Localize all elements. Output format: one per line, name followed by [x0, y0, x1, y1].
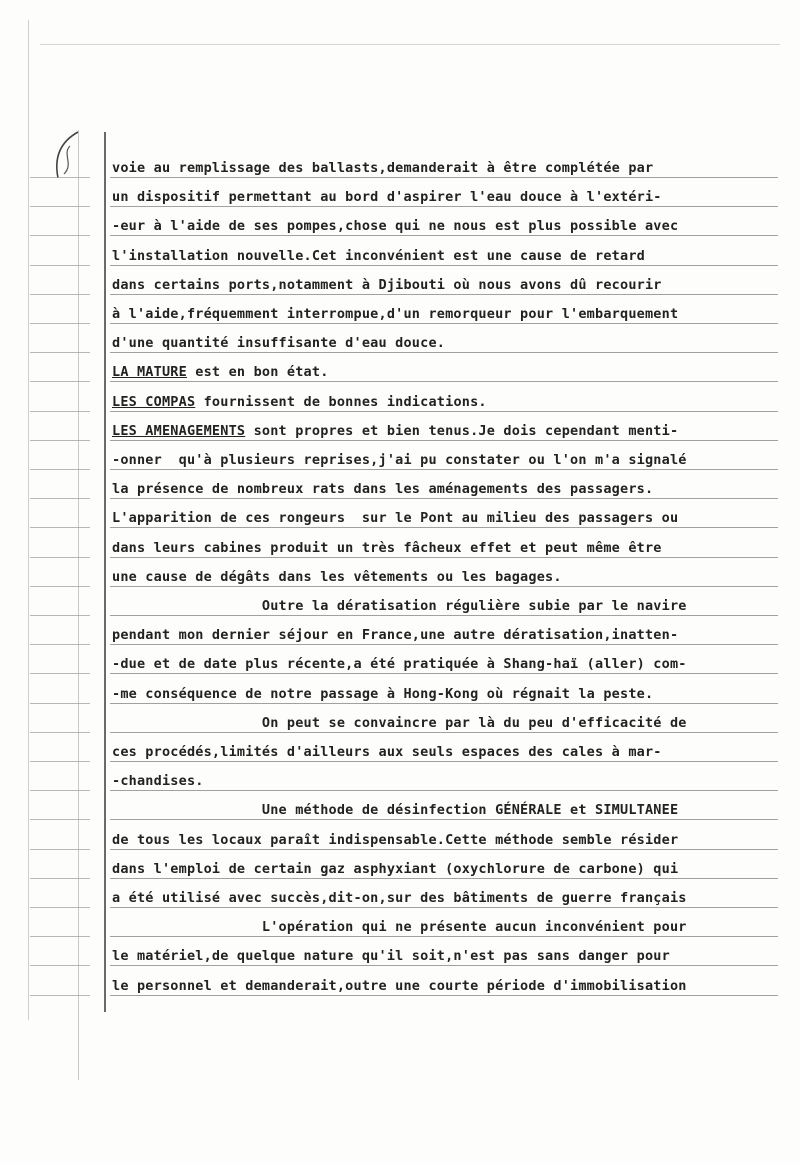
ruled-line — [110, 732, 778, 733]
ruled-line — [110, 177, 778, 178]
margin-ruled-line — [30, 177, 90, 178]
margin-ruled-line — [30, 878, 90, 879]
margin-ruled-line — [30, 469, 90, 470]
margin-ruled-line — [30, 381, 90, 382]
text-line: le personnel et demanderait,outre une courte période d'immobilisation — [112, 977, 687, 994]
page-edge-mark — [28, 20, 29, 1020]
margin-ruled-line — [30, 936, 90, 937]
margin-ruled-line — [30, 644, 90, 645]
margin-line — [104, 132, 106, 1012]
text-line: -onner qu'à plusieurs reprises,j'ai pu constater ou l'on m'a signalé — [112, 452, 687, 468]
text-line: -chandises. — [112, 773, 204, 790]
text-line: -due et de date plus récente,a été pratiquée à Shang-haï (aller) com- — [112, 656, 687, 673]
ruled-line — [110, 615, 778, 616]
text-line: L'opération qui ne présente aucun inconvénient pour — [112, 919, 687, 936]
ruled-line — [110, 819, 778, 820]
text-line: de tous les locaux paraît indispensable.Cette méthode semble résider — [112, 831, 679, 848]
ruled-line — [110, 995, 778, 996]
text-line: ces procédés,limités d'ailleurs aux seuls espaces des cales à mar- — [112, 744, 662, 760]
ruled-line — [110, 965, 778, 966]
text-line — [112, 423, 678, 439]
ruled-line — [110, 352, 778, 353]
section-text: fournissent de bonnes indications. — [195, 393, 487, 410]
ruled-line — [110, 703, 778, 704]
section-heading: LES COMPAS — [112, 393, 196, 410]
text-line: On peut se convaincre par là du peu d'efficacité de — [112, 714, 687, 731]
margin-ruled-line — [30, 557, 90, 558]
text-line: dans l'emploi de certain gaz asphyxiant (oxychlorure de carbone) qui — [112, 860, 679, 877]
section-heading: LA MATURE — [112, 364, 187, 381]
ruled-line — [110, 235, 778, 236]
text-line: d'une quantité insuffisante d'eau douce. — [112, 335, 446, 352]
text-line — [112, 394, 487, 410]
text-line: une cause de dégâts dans les vêtements ou les bagages. — [112, 568, 562, 585]
section-text: sont propres et bien tenus.Je dois cependant menti- — [245, 422, 679, 439]
ruled-line — [110, 440, 778, 441]
ruled-line — [110, 206, 778, 207]
margin-ruled-line — [30, 527, 90, 528]
margin-ruled-line — [30, 819, 90, 820]
ruled-line — [110, 586, 778, 587]
margin-ruled-line — [30, 323, 90, 324]
text-line: Une méthode de désinfection GÉNÉRALE et SIMULTANEE — [112, 802, 679, 819]
margin-ruled-line — [30, 615, 90, 616]
margin-ruled-line — [30, 440, 90, 441]
ruled-line — [110, 673, 778, 674]
margin-ruled-line — [30, 965, 90, 966]
text-line: Outre la dératisation régulière subie par le navire — [112, 598, 687, 614]
ruled-line — [110, 907, 778, 908]
text-line: L'apparition de ces rongeurs sur le Pont au milieu des passagers ou — [112, 510, 679, 527]
ruled-line — [110, 644, 778, 645]
text-line: -eur à l'aide de ses pompes,chose qui ne nous est plus possible avec — [112, 218, 679, 235]
ruled-line — [110, 761, 778, 762]
text-line: dans leurs cabines produit un très fâcheux effet et peut même être — [112, 539, 662, 556]
ruled-line — [110, 790, 778, 791]
text-line: le matériel,de quelque nature qu'il soit,n'est pas sans danger pour — [112, 948, 670, 965]
text-line: l'installation nouvelle.Cet inconvénient est une cause de retard — [112, 247, 645, 264]
ruled-line — [110, 849, 778, 850]
ruled-line — [110, 381, 778, 382]
margin-ruled-line — [30, 703, 90, 704]
ruled-line — [110, 323, 778, 324]
margin-ruled-line — [30, 673, 90, 674]
ruled-line — [110, 936, 778, 937]
text-line — [112, 364, 329, 380]
margin-ruled-line — [30, 411, 90, 412]
ruled-line — [110, 498, 778, 499]
margin-ruled-line — [30, 995, 90, 996]
margin-ruled-line — [30, 235, 90, 236]
text-line: pendant mon dernier séjour en France,une autre dératisation,inatten- — [112, 627, 679, 644]
faint-margin-line — [78, 130, 79, 1080]
ruled-line — [110, 878, 778, 879]
margin-ruled-line — [30, 907, 90, 908]
text-line: la présence de nombreux rats dans les aménagements des passagers. — [112, 481, 654, 498]
margin-ruled-line — [30, 294, 90, 295]
text-line: un dispositif permettant au bord d'aspirer l'eau douce à l'extéri- — [112, 189, 662, 206]
margin-ruled-line — [30, 761, 90, 762]
ruled-line — [110, 265, 778, 266]
margin-ruled-line — [30, 790, 90, 791]
section-text: est en bon état. — [186, 364, 329, 381]
text-line: a été utilisé avec succès,dit-on,sur des bâtiments de guerre français — [112, 890, 687, 906]
ruled-line — [110, 527, 778, 528]
section-heading: LES AMENAGEMENTS — [112, 422, 246, 439]
text-line: à l'aide,fréquemment interrompue,d'un remorqueur pour l'embarquement — [112, 306, 679, 322]
margin-ruled-line — [30, 849, 90, 850]
ruled-line — [110, 411, 778, 412]
margin-pencil-mark — [48, 128, 88, 188]
ruled-line — [110, 294, 778, 295]
text-line: -me conséquence de notre passage à Hong-Kong où régnait la peste. — [112, 685, 654, 702]
margin-ruled-line — [30, 265, 90, 266]
ruled-line — [110, 557, 778, 558]
margin-ruled-line — [30, 352, 90, 353]
text-line: dans certains ports,notamment à Djibouti où nous avons dû recourir — [112, 276, 662, 293]
margin-ruled-line — [30, 732, 90, 733]
margin-ruled-line — [30, 586, 90, 587]
margin-ruled-line — [30, 206, 90, 207]
faint-header-line — [40, 44, 780, 45]
ruled-line — [110, 469, 778, 470]
margin-ruled-line — [30, 498, 90, 499]
text-line: voie au remplissage des ballasts,demanderait à être complétée par — [112, 160, 654, 176]
